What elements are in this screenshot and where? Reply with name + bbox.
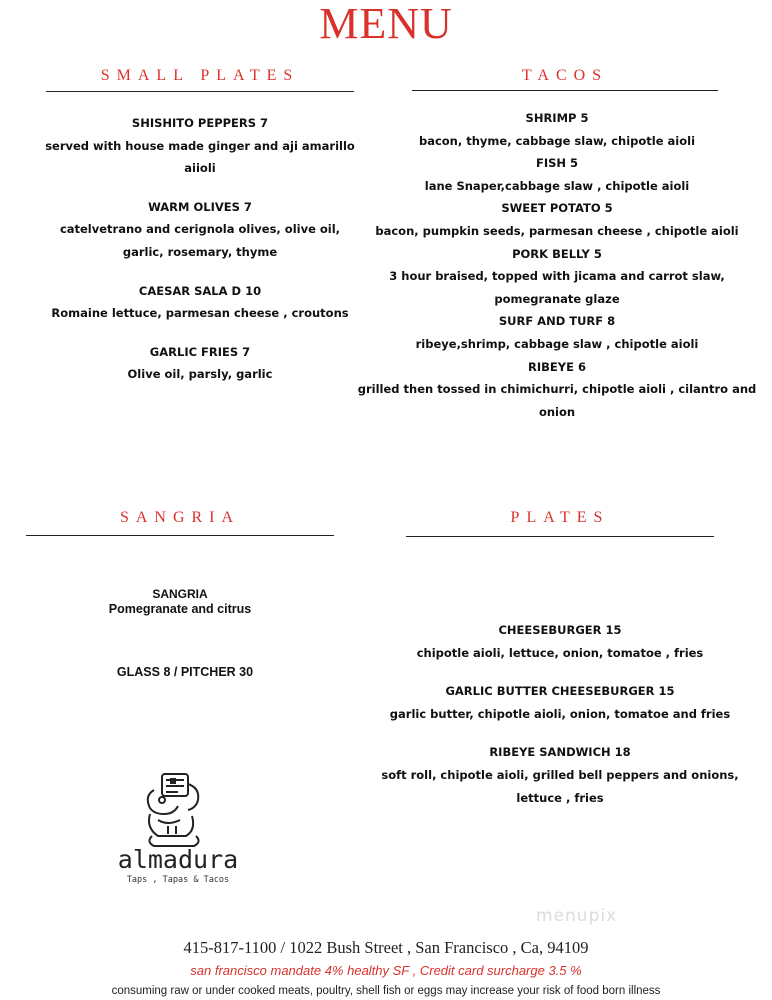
small-plates-divider (46, 91, 354, 92)
plates-divider (406, 536, 714, 537)
footer-warning: consuming raw or under cooked meats, poultry, shell fish or eggs may increase your risk of food born illness (111, 985, 661, 997)
menu-line: Olive oil, parsly, garlic (127, 367, 273, 382)
menu-line: served with house made ginger and aji amarillo (45, 138, 355, 153)
small-plates-list (30, 112, 370, 386)
menu-line: ribeye,shrimp, cabbage slaw , chipotle aioli (415, 336, 699, 351)
spacer (370, 725, 750, 741)
sangria-divider (26, 535, 334, 536)
menu-line: GARLIC BUTTER CHEESEBURGER 15 (445, 684, 675, 699)
menu-line: RIBEYE SANDWICH 18 (489, 745, 631, 760)
menu-line: CHEESEBURGER 15 (498, 623, 622, 637)
menu-line: bacon, thyme, cabbage slaw, chipotle aioli (418, 133, 696, 148)
sangria-item-desc: Pomegranate and citrus (108, 602, 252, 616)
tacos-heading: TACOS (521, 67, 609, 84)
menu-line: grilled then tossed in chimichurri, chipotle aioli , cilantro and (357, 382, 757, 397)
sangria-heading: SANGRIA (119, 509, 241, 526)
menu-line: WARM OLIVES 7 (148, 199, 252, 214)
menu-line: GARLIC FRIES 7 (149, 344, 251, 359)
mayan-figure-icon (132, 770, 222, 850)
logo-tagline: Taps , Tapas & Tacos (126, 875, 230, 885)
menu-line: lettuce , fries (516, 790, 604, 805)
footer-mandate: san francisco mandate 4% healthy SF , Credit card surcharge 3.5 % (190, 963, 582, 978)
menu-line: soft roll, chipotle aioli, grilled bell peppers and onions, (381, 767, 739, 782)
menu-line: CAESAR SALA D 10 (138, 283, 262, 298)
spacer (30, 264, 370, 280)
menu-line: pomegranate glaze (494, 291, 620, 306)
menu-line: aiioli (184, 161, 216, 176)
plates-list (370, 619, 750, 809)
footer-address: 415-817-1100 / 1022 Bush Street , San Francisco , Ca, 94109 (183, 938, 589, 957)
menu-line: catelvetrano and cerignola olives, olive oil, (59, 222, 341, 237)
menu-line: RIBEYE 6 (528, 359, 586, 374)
sangria-price: GLASS 8 / PITCHER 30 (116, 665, 254, 679)
menu-line: SHRIMP 5 (525, 111, 589, 125)
menu-line: FISH 5 (535, 156, 579, 171)
menu-line: garlic butter, chipotle aioli, onion, tomatoe and fries (389, 706, 731, 721)
menu-line: onion (538, 404, 576, 419)
menu-line: chipotle aioli, lettuce, onion, tomatoe , fries (416, 645, 704, 660)
tacos-list (350, 107, 764, 423)
plates-heading: PLATES (510, 509, 610, 526)
menu-line: SWEET POTATO 5 (501, 201, 613, 216)
tacos-divider (412, 90, 718, 91)
menu-line: 3 hour braised, topped with jicama and carrot slaw, (389, 269, 725, 284)
menu-line: Romaine lettuce, parmesan cheese , croutons (51, 306, 349, 321)
menu-line: SURF AND TURF 8 (498, 314, 616, 329)
menu-title: MENU (319, 0, 453, 48)
spacer (370, 664, 750, 680)
small-plates-heading: SMALL PLATES (100, 67, 300, 84)
menu-line: lane Snaper,cabbage slaw , chipotle aioli (424, 178, 690, 193)
spacer (30, 180, 370, 196)
menu-line: garlic, rosemary, thyme (122, 244, 278, 259)
menu-line: SHISHITO PEPPERS 7 (131, 116, 269, 130)
menu-line: bacon, pumpkin seeds, parmesan cheese , chipotle aioli (375, 223, 739, 238)
sangria-item-name: SANGRIA (152, 587, 208, 601)
spacer (30, 325, 370, 341)
watermark: menupix (536, 906, 618, 926)
menu-line: PORK BELLY 5 (512, 246, 602, 261)
logo-name: almadura (117, 845, 239, 874)
